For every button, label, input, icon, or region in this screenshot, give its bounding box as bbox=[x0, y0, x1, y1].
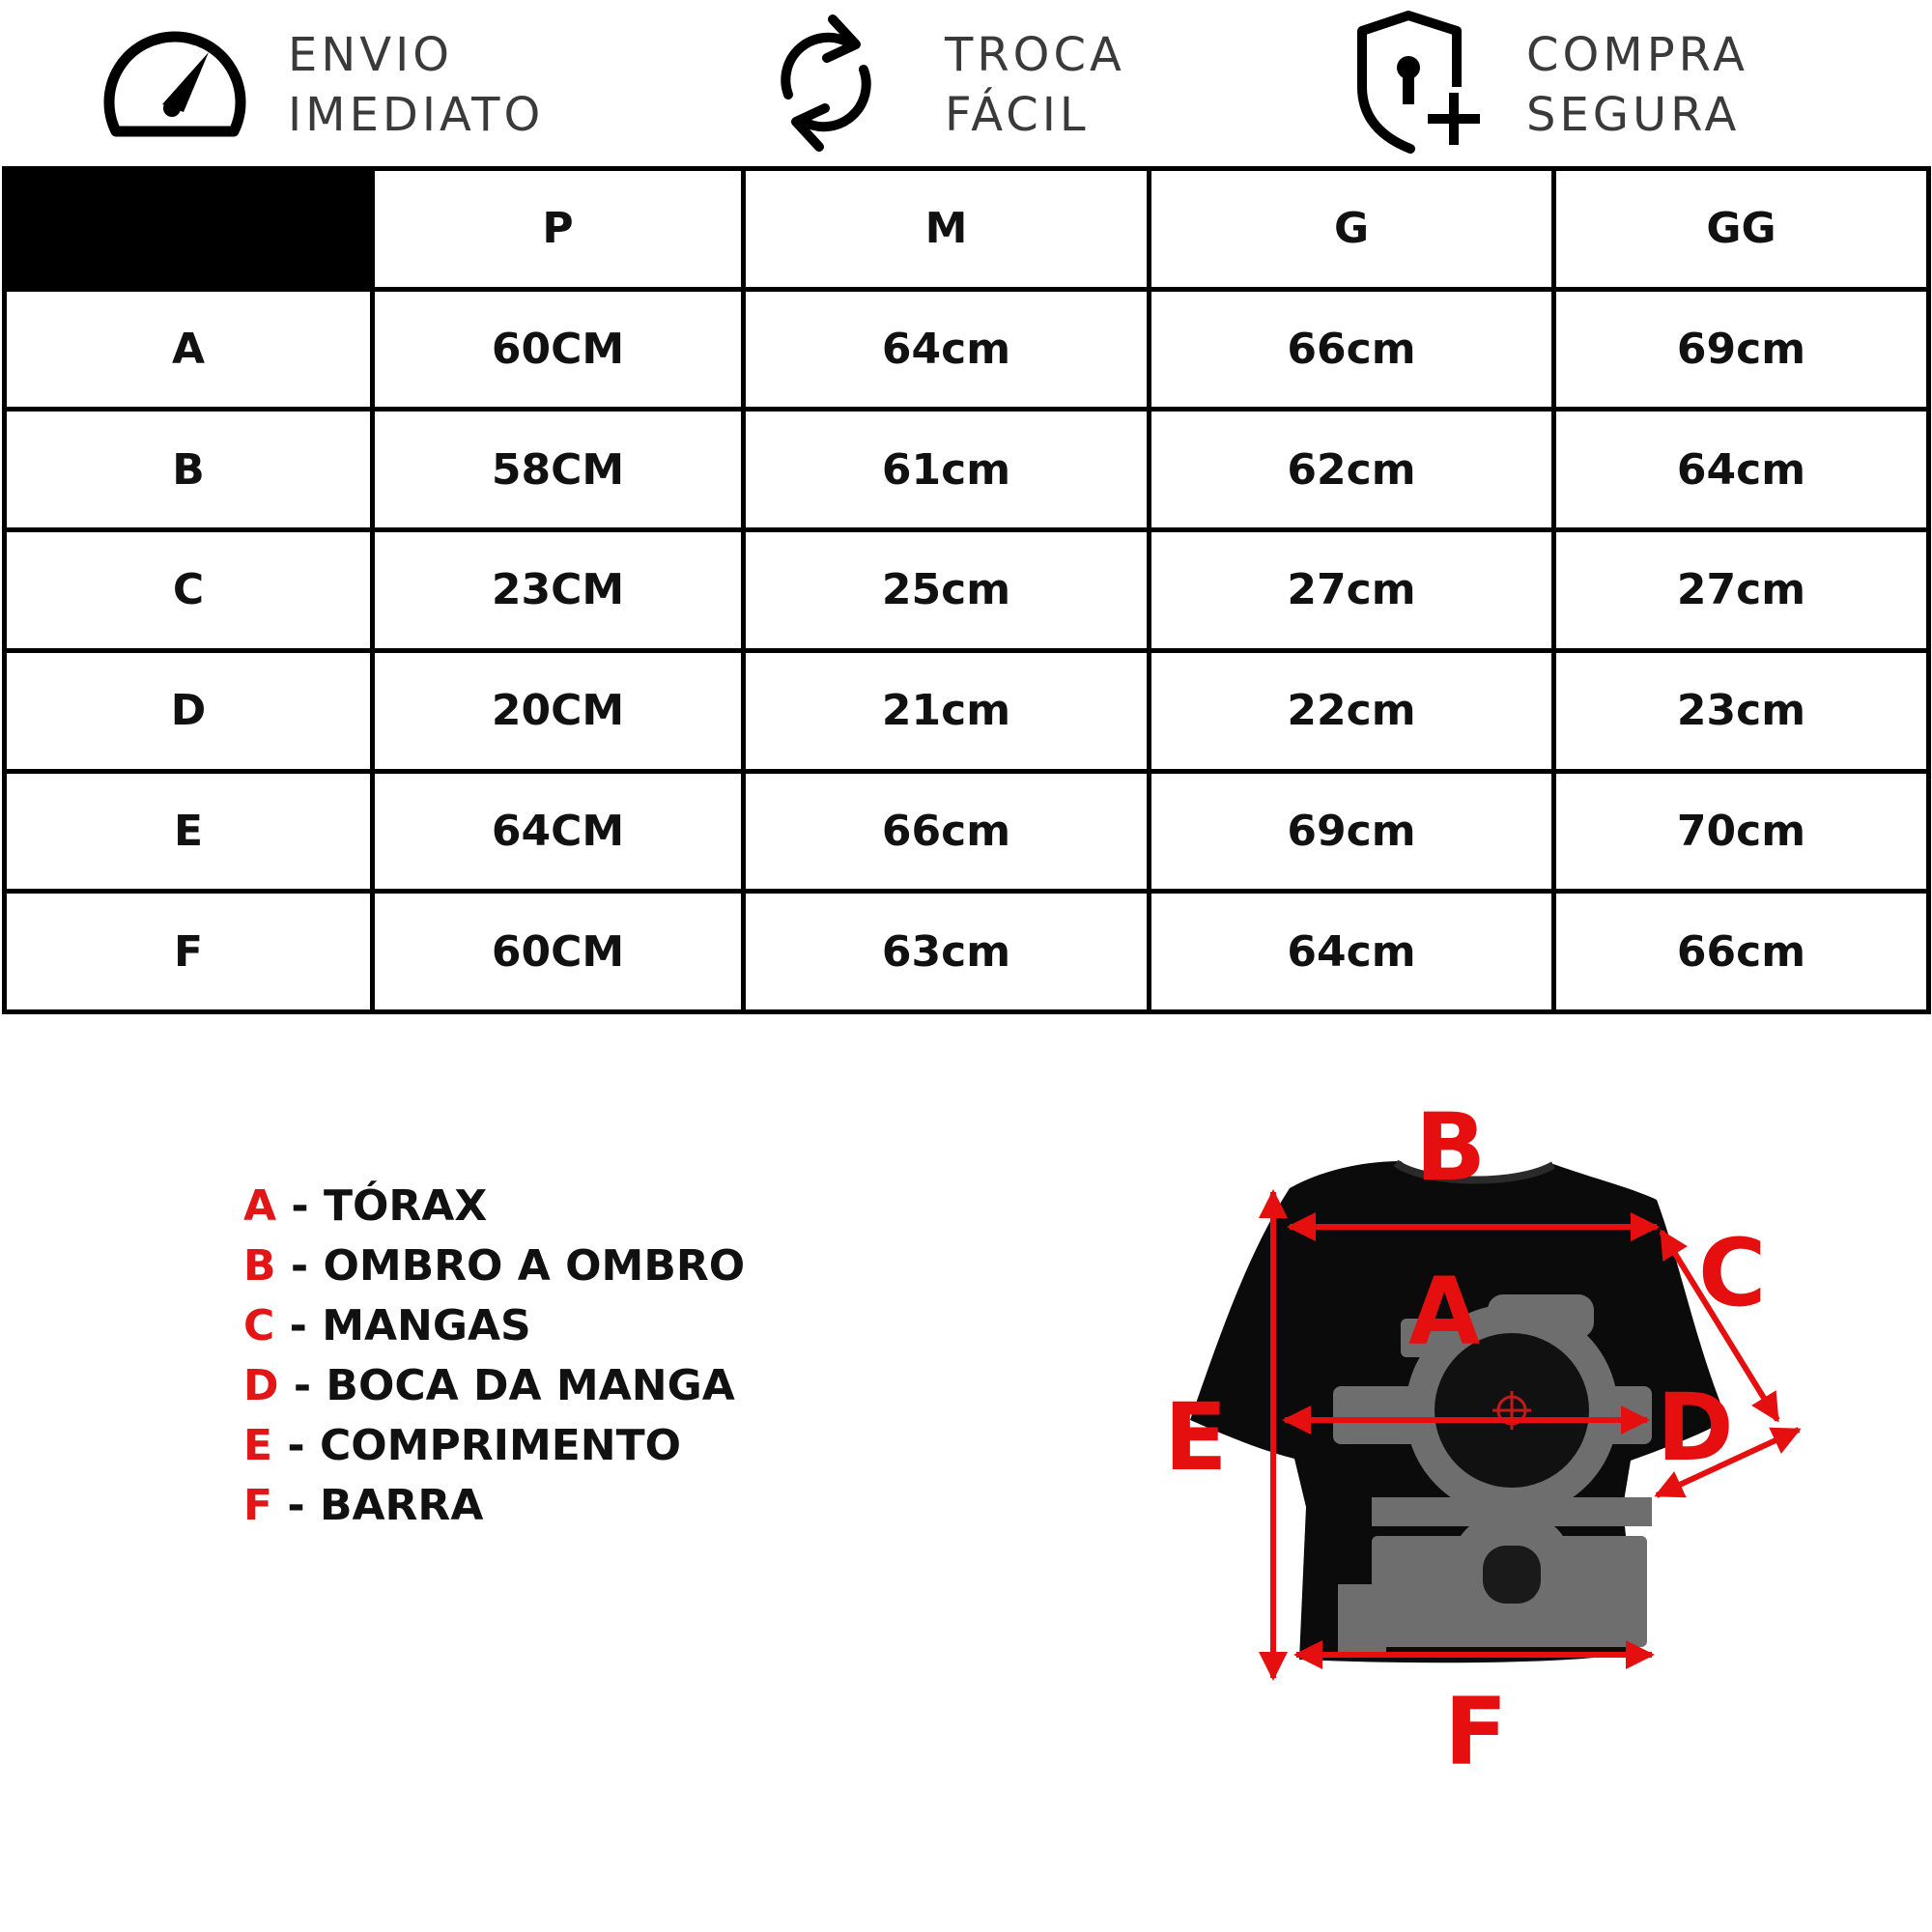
diagram-label-a: A bbox=[1408, 1258, 1481, 1366]
feature-troca bbox=[763, 0, 1246, 166]
legend-letter: A bbox=[243, 1181, 277, 1231]
legend-item bbox=[243, 1296, 745, 1356]
table-cell: 23CM bbox=[373, 530, 744, 651]
table-header-cell: GG bbox=[1554, 169, 1929, 290]
table-row-label: F bbox=[5, 892, 373, 1012]
diagram-label-b: B bbox=[1415, 1094, 1487, 1202]
legend-letter: C bbox=[243, 1301, 275, 1350]
table-row-label: C bbox=[5, 530, 373, 651]
measurement-legend bbox=[243, 1177, 745, 1536]
size-table bbox=[2, 166, 1931, 1014]
refresh-icon bbox=[763, 6, 889, 160]
legend-item bbox=[243, 1236, 745, 1296]
table-cell: 64cm bbox=[1150, 892, 1554, 1012]
features-bar bbox=[0, 0, 1932, 166]
table-header-cell: G bbox=[1150, 169, 1554, 290]
diagram-label-f: F bbox=[1444, 1678, 1508, 1786]
table-cell: 64cm bbox=[1554, 410, 1929, 530]
table-cell: 64cm bbox=[744, 289, 1150, 410]
legend-text: - MANGAS bbox=[274, 1301, 531, 1350]
feature-troca-line1: TROCA bbox=[945, 28, 1125, 82]
table-cell: 27cm bbox=[1554, 530, 1929, 651]
table-cell: 25cm bbox=[744, 530, 1150, 651]
feature-envio bbox=[97, 0, 580, 166]
feature-compra-line2: SEGURA bbox=[1526, 88, 1741, 142]
table-cell: 69cm bbox=[1150, 771, 1554, 892]
legend-letter: E bbox=[243, 1421, 273, 1470]
legend-item bbox=[243, 1416, 745, 1476]
table-cell: 61cm bbox=[744, 410, 1150, 530]
feature-compra-line1: COMPRA bbox=[1526, 28, 1748, 82]
diagram-label-c: C bbox=[1698, 1219, 1767, 1327]
table-cell: 70cm bbox=[1554, 771, 1929, 892]
legend-text: - OMBRO A OMBRO bbox=[275, 1241, 746, 1291]
table-row bbox=[5, 410, 1929, 530]
legend-letter: B bbox=[243, 1241, 276, 1291]
table-header-cell: M bbox=[744, 169, 1150, 290]
diagram-label-e: E bbox=[1164, 1383, 1228, 1492]
table-cell: 66cm bbox=[1554, 892, 1929, 1012]
legend-text: - TÓRAX bbox=[276, 1181, 488, 1231]
legend-letter: D bbox=[243, 1361, 279, 1410]
table-cell: 66cm bbox=[744, 771, 1150, 892]
table-cell: 60CM bbox=[373, 289, 744, 410]
feature-envio-line1: ENVIO bbox=[288, 28, 454, 82]
table-corner-cell bbox=[5, 169, 373, 290]
feature-envio-line2: IMEDIATO bbox=[288, 88, 545, 142]
table-row bbox=[5, 771, 1929, 892]
tshirt-measurement-diagram bbox=[1140, 1092, 1835, 1787]
shield-lock-icon bbox=[1352, 10, 1488, 155]
table-cell: 58CM bbox=[373, 410, 744, 530]
legend-text: - BOCA DA MANGA bbox=[278, 1361, 735, 1410]
table-cell: 21cm bbox=[744, 650, 1150, 771]
table-cell: 69cm bbox=[1554, 289, 1929, 410]
table-cell: 20CM bbox=[373, 650, 744, 771]
feature-troca-line2: FÁCIL bbox=[945, 88, 1090, 142]
table-cell: 63cm bbox=[744, 892, 1150, 1012]
table-row-label: B bbox=[5, 410, 373, 530]
legend-text: - BARRA bbox=[272, 1481, 484, 1530]
table-row bbox=[5, 892, 1929, 1012]
legend-item bbox=[243, 1356, 745, 1416]
table-cell: 62cm bbox=[1150, 410, 1554, 530]
table-cell: 23cm bbox=[1554, 650, 1929, 771]
table-cell: 64CM bbox=[373, 771, 744, 892]
speedometer-icon bbox=[102, 23, 247, 139]
table-cell: 66cm bbox=[1150, 289, 1554, 410]
table-header-cell: P bbox=[373, 169, 744, 290]
legend-letter: F bbox=[243, 1481, 273, 1530]
table-header-row bbox=[5, 169, 1929, 290]
table-row bbox=[5, 650, 1929, 771]
table-cell: 22cm bbox=[1150, 650, 1554, 771]
table-cell: 27cm bbox=[1150, 530, 1554, 651]
feature-compra bbox=[1352, 0, 1893, 166]
table-row bbox=[5, 530, 1929, 651]
table-row-label: D bbox=[5, 650, 373, 771]
legend-text: - COMPRIMENTO bbox=[272, 1421, 682, 1470]
legend-item bbox=[243, 1476, 745, 1536]
table-row-label: A bbox=[5, 289, 373, 410]
diagram-label-d: D bbox=[1657, 1374, 1734, 1482]
table-row-label: E bbox=[5, 771, 373, 892]
table-cell: 60CM bbox=[373, 892, 744, 1012]
legend-item bbox=[243, 1177, 745, 1236]
table-row bbox=[5, 289, 1929, 410]
